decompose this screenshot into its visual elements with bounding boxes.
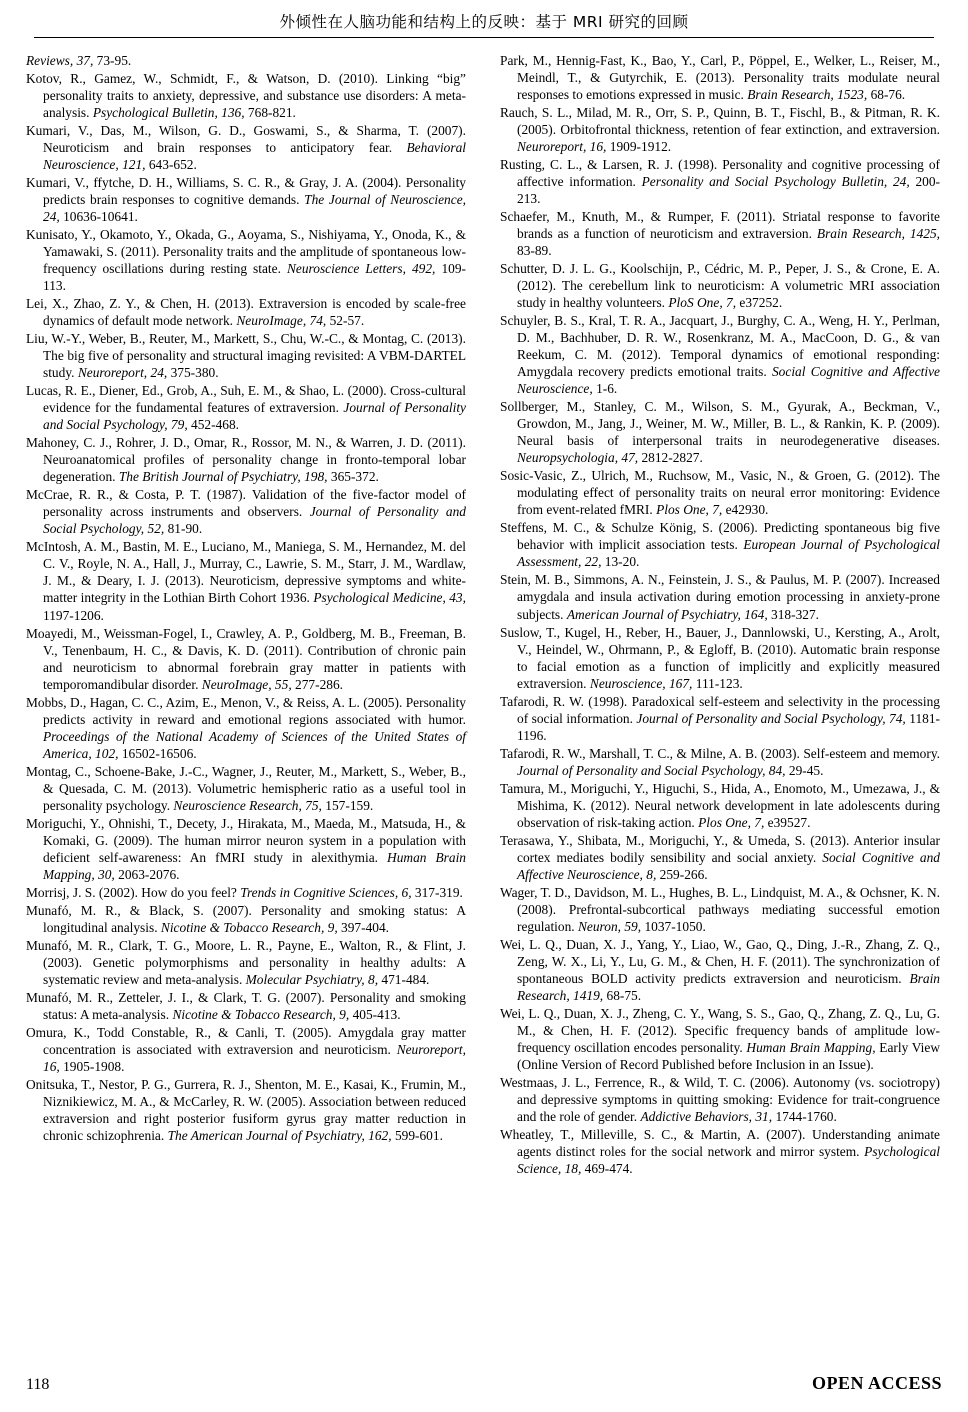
reference-entry: Moriguchi, Y., Ohnishi, T., Decety, J., Hirakata, M., Maeda, M., Matsuda, H., & Komaki, G. (2009). The human mirror neuron system in a population with deficient self-awareness: An fMRI study in alexithymia. Human Brain Mapping, 30, 2063-2076. bbox=[26, 815, 466, 882]
reference-columns bbox=[26, 52, 942, 1178]
reference-entry: Munafó, M. R., Clark, T. G., Moore, L. R., Payne, E., Walton, R., & Flint, J. (2003). Genetic polymorphisms and personality in healthy adults: A systematic review and meta-analysis. Molecular Psychiatry, 8, 471-484. bbox=[26, 937, 466, 987]
reference-entry: Suslow, T., Kugel, H., Reber, H., Bauer, J., Dannlowski, U., Kersting, A., Arolt, V., Heindel, W., Ohrmann, P., & Egloff, B. (2010). Automatic brain response to facial emotion as a function of implicitly and explicitly measured extraversion. Neuroscience, 167, 111-123. bbox=[500, 624, 940, 691]
reference-entry: Wheatley, T., Milleville, S. C., & Martin, A. (2007). Understanding animate agents distinct roles for the social network and mirror system. Psychological Science, 18, 469-474. bbox=[500, 1126, 940, 1176]
reference-entry: Schaefer, M., Knuth, M., & Rumper, F. (2011). Striatal response to favorite brands as a function of neuroticism and extraversion. Brain Research, 1425, 83-89. bbox=[500, 209, 940, 259]
reference-entry: Tafarodi, R. W. (1998). Paradoxical self-esteem and selectivity in the processing of social information. Journal of Personality and Social Psychology, 74, 1181-1196. bbox=[500, 693, 940, 743]
reference-entry: Lei, X., Zhao, Z. Y., & Chen, H. (2013). Extraversion is encoded by scale-free dynamics of default mode network. NeuroImage, 74, 52-57. bbox=[26, 296, 466, 329]
reference-entry: Stein, M. B., Simmons, A. N., Feinstein, J. S., & Paulus, M. P. (2007). Increased amygdala and insula activation during emotion processing in anxiety-prone subjects. American Journal of Psychiatry, 164, 318-327. bbox=[500, 572, 940, 622]
left-reference-column bbox=[26, 52, 466, 1178]
reference-entry: Rauch, S. L., Milad, M. R., Orr, S. P., Quinn, B. T., Fischl, B., & Pitman, R. K. (2005). Orbitofrontal thickness, retention of fear extinction, and extraversion. Neuroreport, 16, 1909-1912. bbox=[500, 105, 940, 155]
reference-entry: McIntosh, A. M., Bastin, M. E., Luciano, M., Maniega, S. M., Hernandez, M. del C. V., Royle, N. A., Hall, J., Murray, C., Lawrie, S. M., Starr, J. M., Wardlaw, J. M., & Deary, I. J. (2013). Neuroticism, depressive symptoms and white-matter integrity in the Lothian Birth Cohort 1936. Psychological Medicine, 43, 1197-1206. bbox=[26, 539, 466, 623]
page-number: 118 bbox=[26, 1376, 50, 1393]
reference-entry: Tafarodi, R. W., Marshall, T. C., & Milne, A. B. (2003). Self-esteem and memory. Journal of Personality and Social Psychology, 84, 29-45. bbox=[500, 745, 940, 778]
reference-entry: Sosic-Vasic, Z., Ulrich, M., Ruchsow, M., Vasic, N., & Groen, G. (2012). The modulating effect of personality traits on neural error monitoring: Evidence from event-related fMRI. Plos One, 7, e42930. bbox=[500, 468, 940, 518]
reference-entry: McCrae, R. R., & Costa, P. T. (1987). Validation of the five-factor model of personality across instruments and observers. Journal of Personality and Social Psychology, 52, 81-90. bbox=[26, 487, 466, 537]
reference-entry: Rusting, C. L., & Larsen, R. J. (1998). Personality and cognitive processing of affective information. Personality and Social Psychology Bulletin, 24, 200-213. bbox=[500, 157, 940, 207]
reference-entry: Mobbs, D., Hagan, C. C., Azim, E., Menon, V., & Reiss, A. L. (2005). Personality predicts activity in reward and emotional regions associated with humor. Proceedings of the National Academy of Sciences of the United States of America, 102, 16502-16506. bbox=[26, 694, 466, 761]
reference-entry: Morrisj, J. S. (2002). How do you feel? Trends in Cognitive Sciences, 6, 317-319. bbox=[26, 884, 463, 900]
reference-entry: Kotov, R., Gamez, W., Schmidt, F., & Watson, D. (2010). Linking “big” personality traits to anxiety, depressive, and substance use disorders: A meta-analysis. Psychological Bulletin, 136, 768-821. bbox=[26, 71, 466, 121]
reference-entry: Schutter, D. J. L. G., Koolschijn, P., Cédric, M. P., Peper, J. S., & Crone, E. A. (2012). The cerebellum link to neuroticism: A volumetric MRI association study in healthy volunteers. PloS One, 7, e37252. bbox=[500, 261, 940, 311]
reference-entry: Liu, W.-Y., Weber, B., Reuter, M., Markett, S., Chu, W.-C., & Montag, C. (2013). The big five of personality and structural imaging revisited: A VBM-DARTEL study. Neuroreport, 24, 375-380. bbox=[26, 331, 466, 381]
reference-entry: Moayedi, M., Weissman-Fogel, I., Crawley, A. P., Goldberg, M. B., Freeman, B. V., Tenenbaum, H. C., & Davis, K. D. (2011). Contribution of chronic pain and neuroticism to abnormal forebrain gray matter in patients with temporomandibular disorder. NeuroImage, 55, 277-286. bbox=[26, 625, 466, 692]
reference-entry: Kumari, V., Das, M., Wilson, G. D., Goswami, S., & Sharma, T. (2007). Neuroticism and brain responses to anticipatory fear. Behavioral Neuroscience, 121, 643-652. bbox=[26, 123, 466, 173]
reference-entry: Terasawa, Y., Shibata, M., Moriguchi, Y., & Umeda, S. (2013). Anterior insular cortex mediates bodily sensibility and social anxiety. Social Cognitive and Affective Neuroscience, 8, 259-266. bbox=[500, 832, 941, 882]
reference-entry: Tamura, M., Moriguchi, Y., Higuchi, S., Hida, A., Enomoto, M., Umezawa, J., & Mishima, K. (2012). Neural network development in late adolescents during observation of risk-taking action. Plos One, 7, e39527. bbox=[500, 780, 940, 830]
reference-entry: Westmaas, J. L., Ferrence, R., & Wild, T. C. (2006). Autonomy (vs. sociotropy) and depressive symptoms in quitting smoking: Evidence for trait-congruence and the role of gender. Addictive Behaviors, 31, 1744-1760. bbox=[500, 1074, 940, 1124]
reference-entry: Park, M., Hennig-Fast, K., Bao, Y., Carl, P., Pöppel, E., Welker, L., Reiser, M., Meindl, T., & Gutyrchik, E. (2013). Personality traits modulate neural responses to emotions expressed in music. Brain Research, 1523, 68-76. bbox=[500, 53, 940, 103]
page-footer bbox=[26, 1373, 942, 1394]
reference-entry: Kunisato, Y., Okamoto, Y., Okada, G., Aoyama, S., Nishiyama, Y., Onoda, K., & Yamawaki, S. (2011). Personality traits and the amplitude of spontaneous low-frequency oscillations during resting state. Neuroscience Letters, 492, 109-113. bbox=[26, 227, 466, 294]
reference-entry: Steffens, M. C., & Schulze König, S. (2006). Predicting spontaneous big five behavior with implicit association tests. European Journal of Psychological Assessment, 22, 13-20. bbox=[500, 520, 940, 570]
reference-entry: Munafó, M. R., & Black, S. (2007). Personality and smoking status: A longitudinal analysis. Nicotine & Tobacco Research, 9, 397-404. bbox=[26, 902, 466, 935]
reference-entry: Mahoney, C. J., Rohrer, J. D., Omar, R., Rossor, M. N., & Warren, J. D. (2011). Neuroanatomical profiles of personality change in fronto-temporal lobar degeneration. The British Journal of Psychiatry, 198, 365-372. bbox=[26, 435, 466, 485]
header-divider bbox=[34, 37, 934, 38]
reference-entry: Omura, K., Todd Constable, R., & Canli, T. (2005). Amygdala gray matter concentration is associated with extraversion and neuroticism. Neuroreport, 16, 1905-1908. bbox=[26, 1024, 466, 1074]
reference-entry: Wager, T. D., Davidson, M. L., Hughes, B. L., Lindquist, M. A., & Ochsner, K. N. (2008). Prefrontal-subcortical pathways mediating successful emotion regulation. Neuron, 59, 1037-1050. bbox=[500, 884, 940, 934]
reference-entry: Montag, C., Schoene-Bake, J.-C., Wagner, J., Reuter, M., Markett, S., Weber, B., & Quesada, C. M. (2013). Volumetric hemispheric ratio as a useful tool in personality psychology. Neuroscience Research, 75, 157-159. bbox=[26, 763, 466, 813]
reference-entry: Lucas, R. E., Diener, Ed., Grob, A., Suh, E. M., & Shao, L. (2000). Cross-cultural evidence for the fundamental features of extraversion. Journal of Personality and Social Psychology, 79, 452-468. bbox=[26, 383, 466, 433]
right-reference-column bbox=[500, 52, 940, 1178]
reference-entry: Onitsuka, T., Nestor, P. G., Gurrera, R. J., Shenton, M. E., Kasai, K., Frumin, M., Niznikiewicz, M. A., & McCarley, R. W. (2005). Association between reduced extraversion and right posterior fusiform gyrus gray matter reduction in chronic schizophrenia. The American Journal of Psychiatry, 162, 599-601. bbox=[26, 1076, 466, 1143]
reference-entry: Schuyler, B. S., Kral, T. R. A., Jacquart, J., Burghy, C. A., Weng, H. Y., Perlman, D. M., Bachhuber, D. R. W., Rosenkranz, M. A., MacCoon, D. G., & van Reekum, C. M. (2012). Temporal dynamics of emotional responding: Amygdala recovery predicts emotional traits. Social Cognitive and Affective Neuroscience, 1-6. bbox=[500, 313, 940, 397]
reference-entry: Kumari, V., ffytche, D. H., Williams, S. C. R., & Gray, J. A. (2004). Personality predicts brain responses to cognitive demands. The Journal of Neuroscience, 24, 10636-10641. bbox=[26, 175, 466, 225]
running-head: 外倾性在人脑功能和结构上的反映：基于 MRI 研究的回顾 bbox=[279, 13, 689, 31]
reference-entry: Munafó, M. R., Zetteler, J. I., & Clark, T. G. (2007). Personality and smoking status: A meta-analysis. Nicotine & Tobacco Research, 9, 405-413. bbox=[26, 989, 466, 1022]
open-access-label: OPEN ACCESS bbox=[811, 1373, 942, 1393]
reference-entry: Sollberger, M., Stanley, C. M., Wilson, S. M., Gyurak, A., Beckman, V., Growdon, M., Jang, J., Weiner, M. W., Miller, B. L., & Rankin, K. P. (2009). Neural basis of interpersonal traits in neurodegenerative diseases. Neuropsychologia, 47, 2812-2827. bbox=[500, 399, 940, 466]
reference-entry: Wei, L. Q., Duan, X. J., Yang, Y., Liao, W., Gao, Q., Ding, J.-R., Zhang, Z. Q., Zeng, W. X., Li, Y., Lu, G. M., & Chen, H. F. (2011). The synchronization of spontaneous BOLD activity predicts extraversion and neuroticism. Brain Research, 1419, 68-75. bbox=[500, 936, 940, 1003]
reference-entry: Reviews, 37, 73-95. bbox=[26, 53, 132, 68]
reference-entry: Wei, L. Q., Duan, X. J., Zheng, C. Y., Wang, S. S., Gao, Q., Zhang, Z. Q., Lu, G. M., & Chen, H. F. (2012). Specific frequency bands of amplitude low-frequency oscillation encodes personality. Human Brain Mapping, Early View (Online Version of Record Published before Inclusion in an Issue). bbox=[500, 1005, 940, 1072]
